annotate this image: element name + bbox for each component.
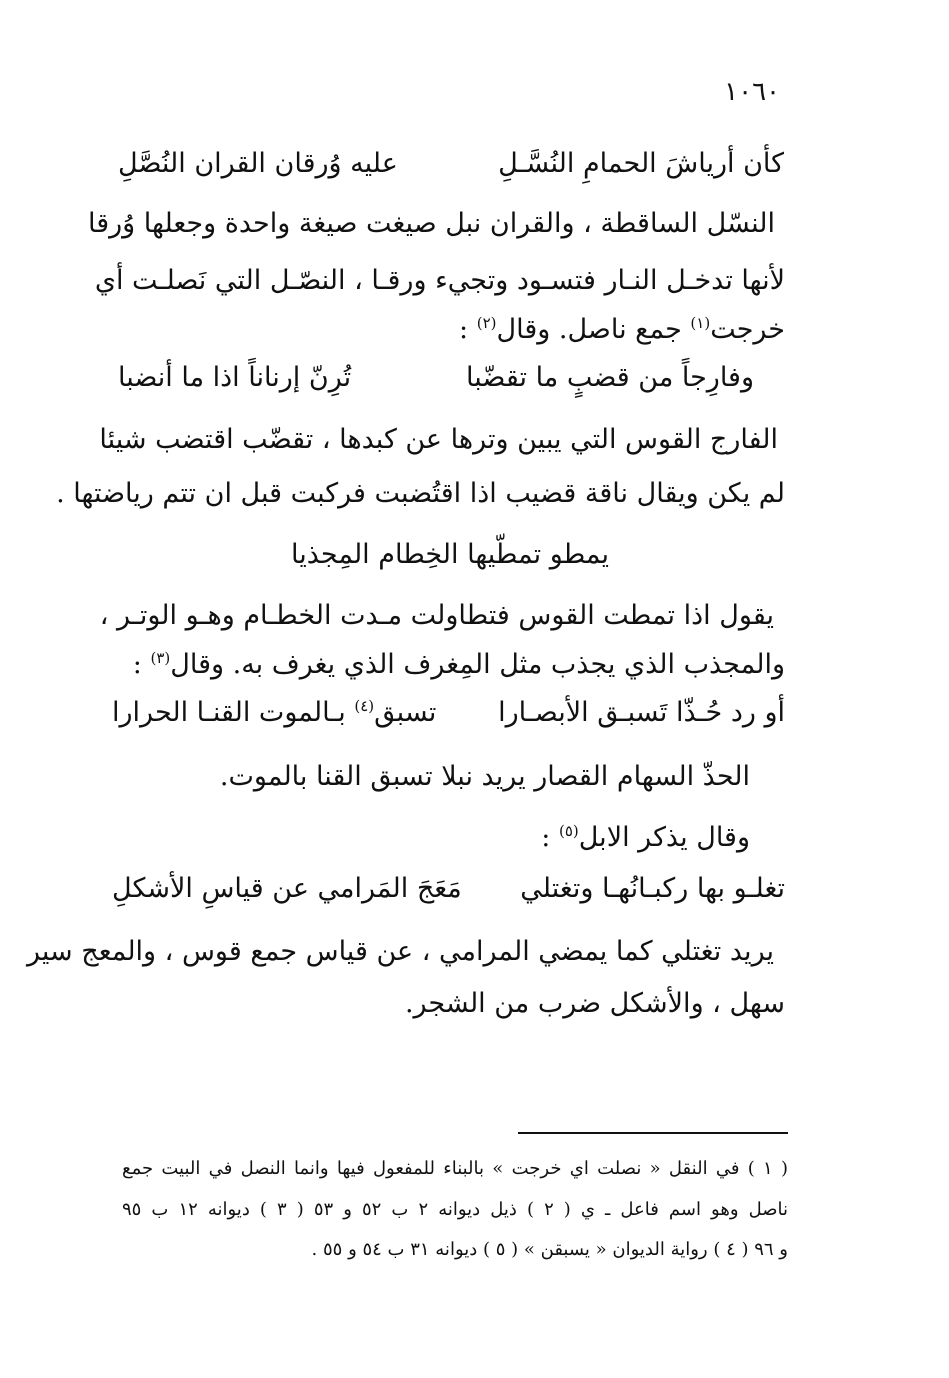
paragraph-1-line-1: النسّل الساقطة ، والقران نبل صيغت صيغة واحدة وجعلها وُرقا [87,208,775,239]
footnote-ref-3: (٣) [150,649,171,667]
footnote-separator [518,1132,788,1134]
footnote-line-2: ناصل وهو اسم فاعل ـ ي ( ٢ ) ذيل ديوانه ٢ ب ٥٢ و ٥٣ ( ٣ ) ديوانه ١٢ ب ٩٥ [122,1199,789,1220]
paragraph-3-line-2 [112,645,785,685]
verse-1-first-hemistich: كأن أرياشَ الحمامِ النُسَّـلِ [498,148,784,179]
paragraph-2-line-2: لم يكن ويقال ناقة قضيب اذا اقتُضبت فركبت قبل ان تتم رياضتها . [56,478,785,509]
page-number: ١٠٦٠ [724,77,780,107]
paragraph-6-line-2: سهل ، والأشكل ضرب من الشجر. [404,988,785,1019]
verse-1-second-hemistich: عليه وُرقان القران النُصَّلِ [118,148,398,179]
verse-5-first-hemistich: تغلـو بها ركبـانُهـا وتغتلي [520,873,785,904]
paragraph-1-line-3-text-a: خرجت [710,314,785,345]
verse-4-second-hemistich-text-a: تسبق [374,697,437,728]
verse-2-second-hemistich: تُرِنّ إرناناً اذا ما أنضبا [118,362,352,393]
paragraph-5-line-1-text-a: وقال يذكر الابل [578,822,750,853]
paragraph-4-line-1: الحذّ السهام القصار يريد نبلا تسبق القنا بالموت. [219,761,750,792]
paragraph-3-line-2-text-b: : [132,649,151,680]
footnote-line-1: ( ١ ) في النقل « نصلت اي خرجت » بالبناء للمفعول فيها وانما النصل في البيت جمع [122,1158,788,1179]
footnote-line-3: و ٩٦ ( ٤ ) رواية الديوان « يسبقن » ( ٥ ) ديوانه ٣١ ب ٥٤ و ٥٥ . [311,1239,788,1260]
verse-5-second-hemistich: مَعَجَ المَرامي عن قياسِ الأشكلِ [112,873,462,904]
paragraph-5-line-1 [400,818,750,858]
paragraph-1-line-2: لأنها تدخـل النـار فتسـود وتجيء ورقـا ، النصّـل التي نَصلـت أي [94,265,785,296]
paragraph-1-line-3-text-c: : [459,314,477,345]
verse-1 [118,144,784,184]
footnote-ref-4: (٤) [354,697,375,715]
paragraph-6-line-1: يريد تغتلي كما يمضي المرامي ، عن قياس جمع قوس ، والمعج سير [27,936,774,967]
paragraph-5-line-1-text-b: : [541,822,559,853]
footnote-ref-2: (٢) [476,314,497,332]
verse-4 [112,693,785,733]
paragraph-1-line-3 [300,310,785,350]
paragraph-1-line-3-text-b: جمع ناصل. وقال [496,314,691,345]
paragraph-3-line-2-text-a: والمجذب الذي يجذب مثل المِغرف الذي يغرف به. وقال [170,649,785,680]
verse-4-second-hemistich [112,693,436,733]
footnote-ref-5: (٥) [558,822,579,840]
footnote-ref-1: (١) [690,314,711,332]
verse-2 [118,358,754,398]
verse-4-second-hemistich-text-b: بـالموت القنـا الحرارا [112,697,355,728]
verse-2-first-hemistich: وفارِجاً من قضبٍ ما تقضّبا [466,362,754,393]
verse-4-first-hemistich: أو رد حُـذّا تَسبـق الأبصـارا [498,697,785,728]
paragraph-2-line-1: الفارج القوس التي يبين وترها عن كبدها ، تقضّب اقتضب شيئا [99,424,778,455]
paragraph-3-line-1: يقول اذا تمطت القوس فتطاولت مـدت الخطـام وهـو الوتـر ، [99,600,774,631]
verse-3: يمطو تمطّيها الخِطام المِجذيا [291,539,609,570]
verse-5 [112,869,785,909]
